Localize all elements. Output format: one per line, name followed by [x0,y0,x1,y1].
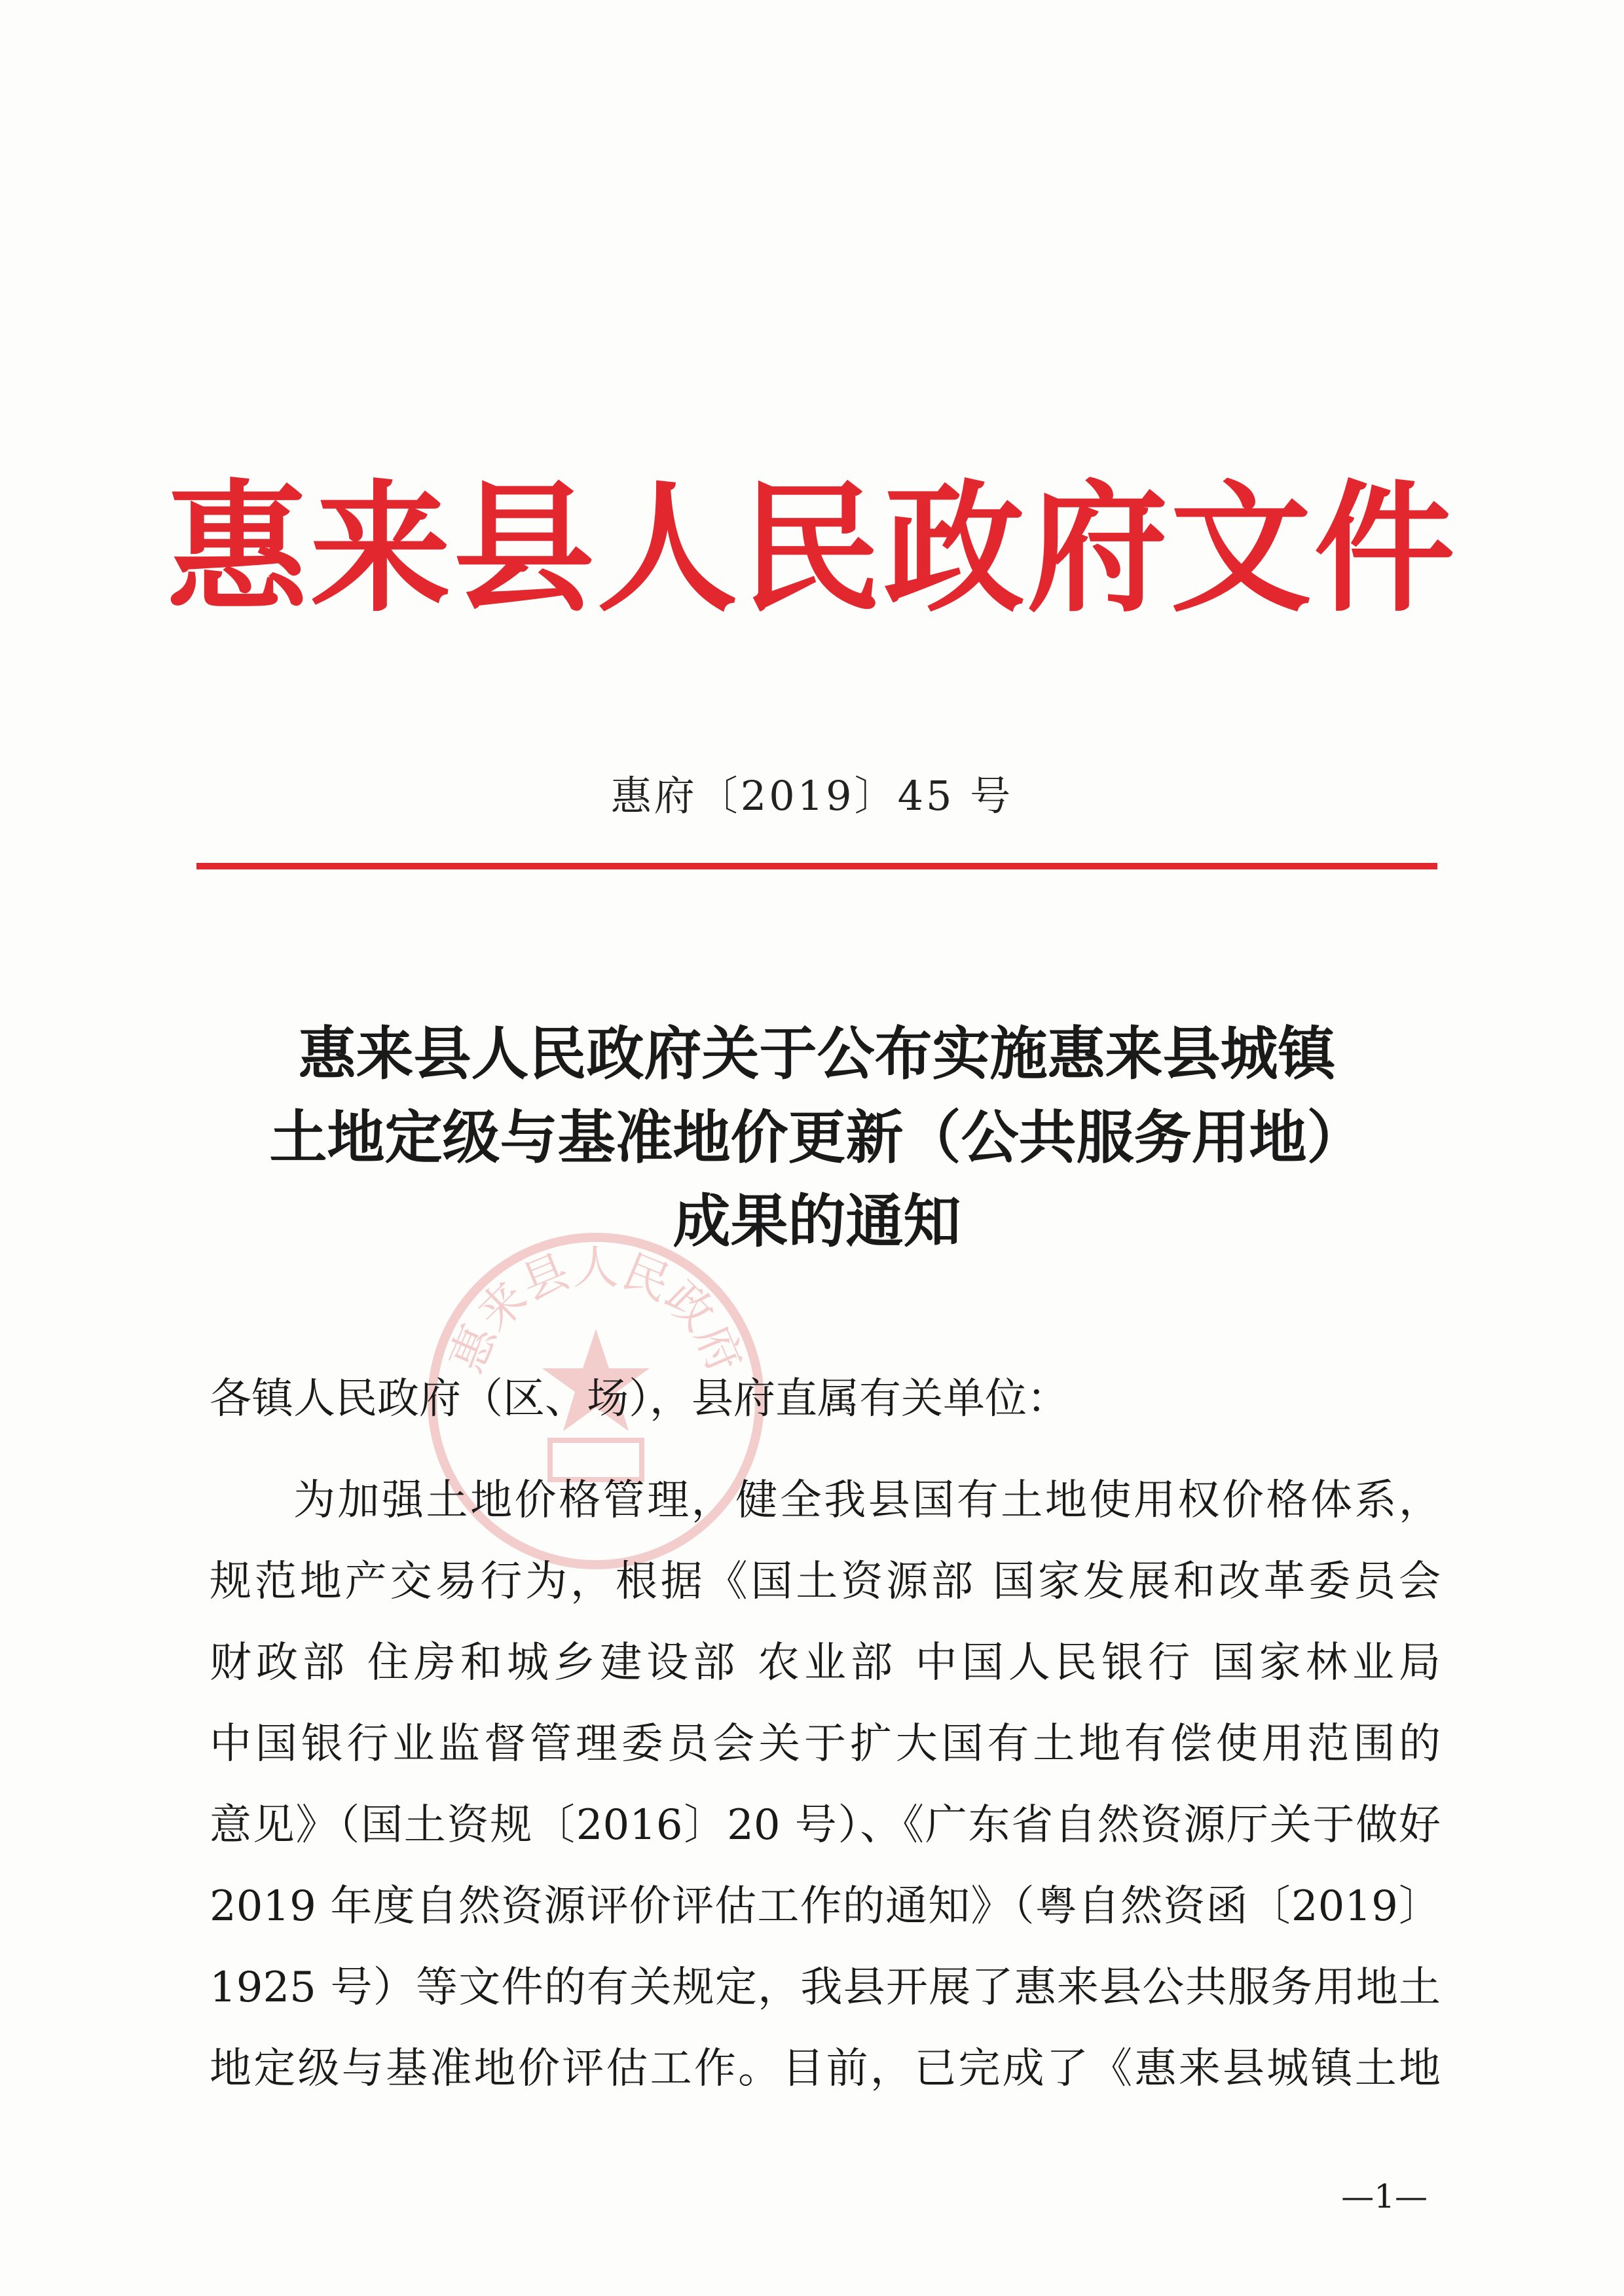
masthead-title: 惠来县人民政府文件 [166,465,1458,631]
red-separator-line [196,863,1437,869]
title-line: 惠来县人民政府关于公布实施惠来县城镇 [298,1019,1336,1087]
page-number: —1— [1341,2178,1428,2215]
body-line: 中国银行业监督管理委员会关于扩大国有土地有偿使用范围的 [210,1720,1441,1768]
body-text [210,1460,1441,2109]
body-line: 为加强土地价格管理，健全我县国有土地使用权价格体系， [293,1476,1441,1525]
title-line: 土地定级与基准地价更新（公共服务用地） [269,1103,1365,1171]
document-number: 惠府〔2019〕45 号 [610,772,1014,820]
title-line: 成果的通知 [673,1187,961,1255]
addressee-line: 各镇人民政府（区、场），县府直属有关单位： [210,1375,1069,1423]
body-line: 规范地产交易行为，根据《国土资源部 国家发展和改革委员会 [210,1558,1441,1606]
body-line: 财政部 住房和城乡建设部 农业部 中国人民银行 国家林业局 [210,1639,1441,1687]
body-line: 1925 号）等文件的有关规定，我县开展了惠来县公共服务用地土 [210,1963,1441,2012]
body-line: 意见》（国土资规〔2016〕20 号）、《广东省自然资源厅关于做好 [210,1801,1441,1850]
body-line: 地定级与基准地价评估工作。目前，已完成了《惠来县城镇土地 [210,2045,1441,2093]
body-line: 2019 年度自然资源评价评估工作的通知》（粤自然资函〔2019〕 [210,1882,1441,1931]
notice-title [183,1011,1450,1263]
seal-text: 惠来县人民政府 [439,1241,753,1381]
